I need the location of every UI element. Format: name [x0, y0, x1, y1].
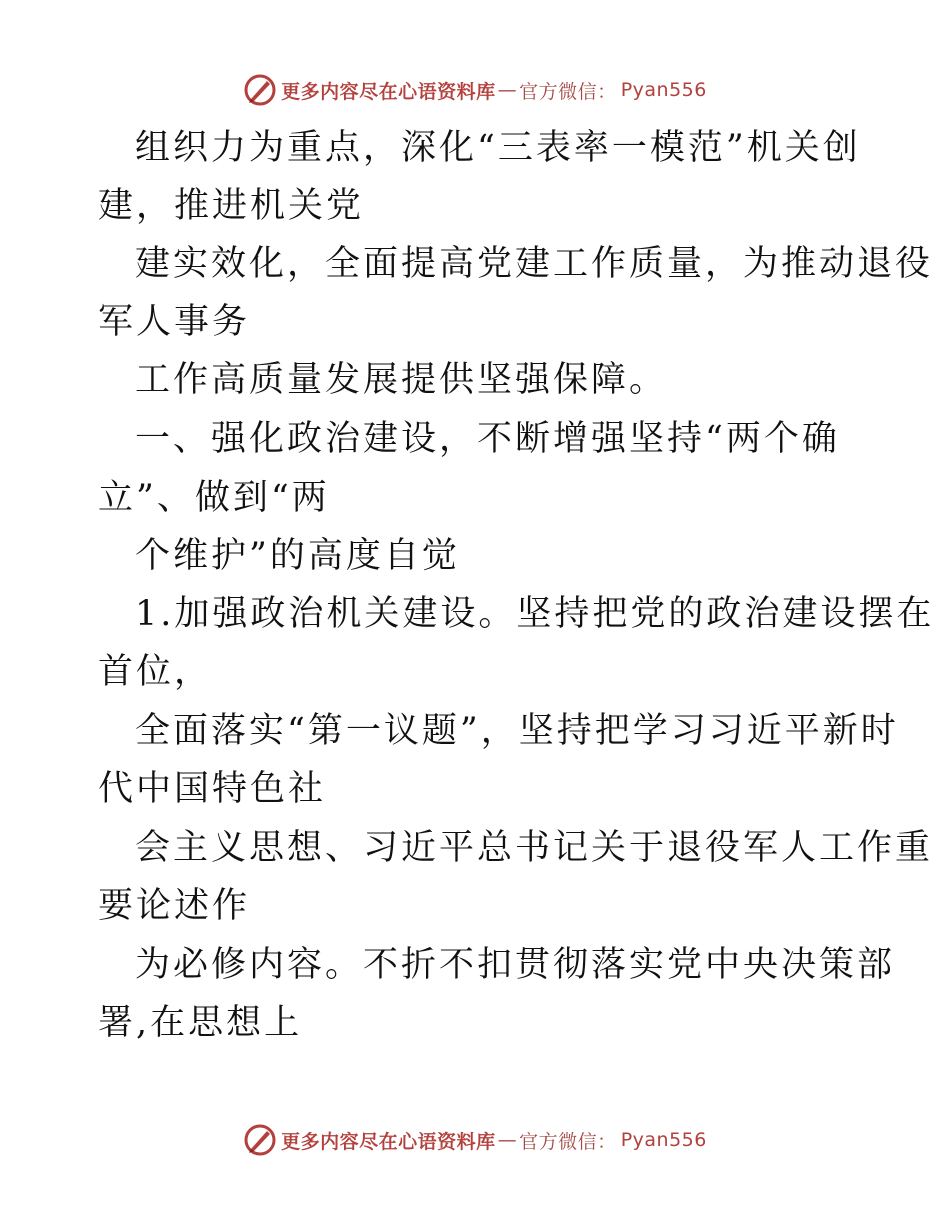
section-heading-line-1: 一、强化政治建设，不断增强坚持“两个确	[135, 419, 840, 459]
section-heading-line-2: 立”、做到“两	[98, 478, 330, 518]
text-line-14: 要论述作	[98, 886, 251, 926]
header-watermark-banner	[0, 70, 950, 110]
text-line-10: 首位，	[98, 652, 213, 692]
text-line-9: 1.加强政治机关建设。坚持把党的政治建设摆在	[135, 594, 935, 634]
text-line-16: 署,在思想上	[98, 1003, 303, 1043]
banner-main-text: 更多内容尽在心语资料库	[281, 80, 496, 103]
text-line-3: 建实效化，全面提高党建工作质量，为推动退役	[135, 244, 934, 284]
text-line-12: 代中国特色社	[98, 769, 327, 809]
text-line-1: 组织力为重点，深化“三表率一模范”机关创	[135, 128, 861, 168]
banner-dash: —	[497, 79, 518, 101]
text-line-13: 会主义思想、习近平总书记关于退役军人工作重	[135, 828, 934, 868]
banner-wechat-id: Pyan556	[620, 1129, 707, 1151]
quill-pen-logo-icon	[243, 1123, 277, 1157]
text-line-2: 建，推进机关党	[98, 186, 365, 226]
banner-main-text: 更多内容尽在心语资料库	[281, 1130, 496, 1153]
banner-dash: —	[497, 1129, 518, 1151]
text-line-4: 军人事务	[98, 302, 251, 342]
banner-sub-text: 官方微信：	[519, 1130, 617, 1153]
quill-pen-logo-icon	[243, 73, 277, 107]
banner-sub-text: 官方微信：	[519, 80, 617, 103]
banner-wechat-id: Pyan556	[620, 79, 707, 101]
text-line-5: 工作高质量发展提供坚强保障。	[135, 360, 668, 400]
footer-watermark-banner	[0, 1120, 950, 1160]
section-heading-line-3: 个维护”的高度自觉	[135, 536, 460, 576]
text-line-15: 为必修内容。不折不扣贯彻落实党中央决策部	[135, 945, 896, 985]
text-line-11: 全面落实“第一议题”，坚持把学习习近平新时	[135, 711, 899, 751]
